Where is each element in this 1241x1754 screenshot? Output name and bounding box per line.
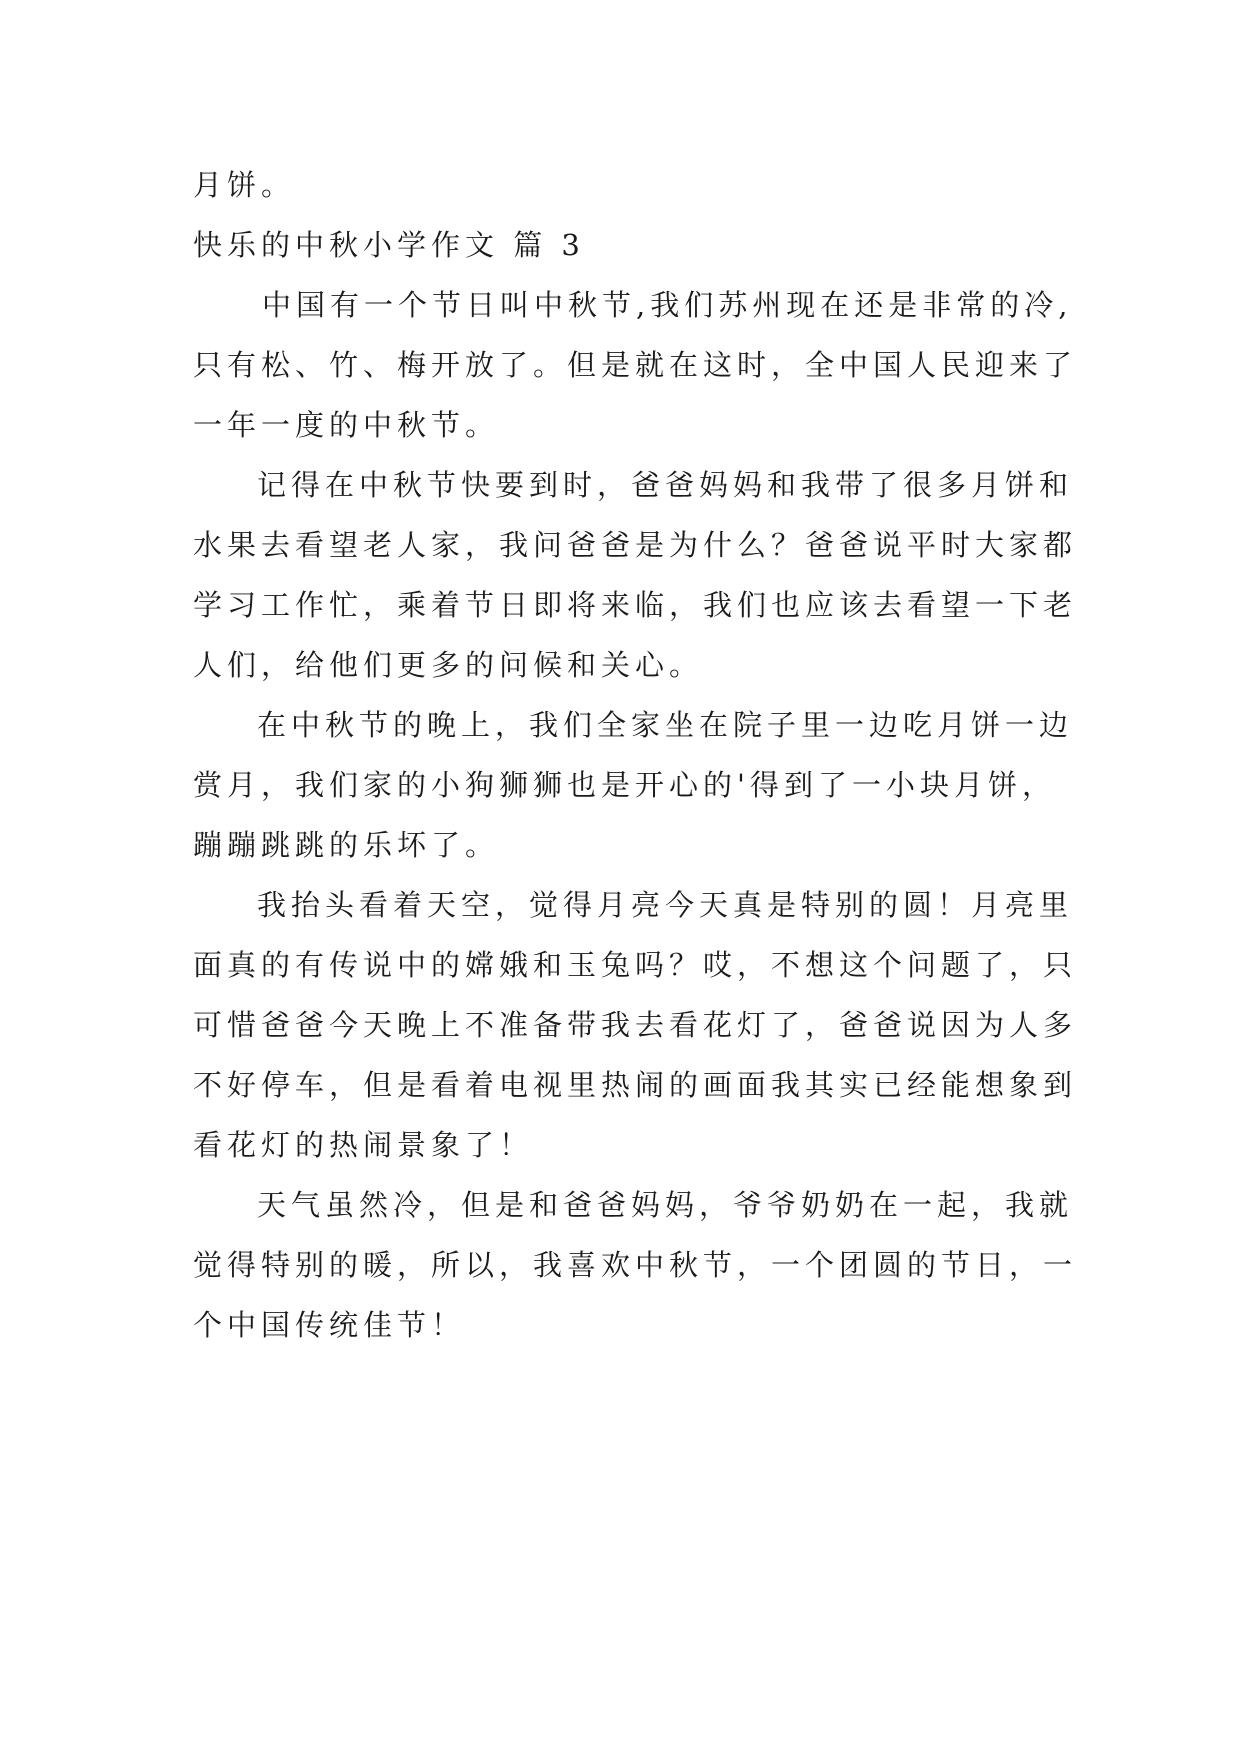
paragraph-4-line-3: 可惜爸爸今天晚上不准备带我去看花灯了，爸爸说因为人多: [193, 1008, 1078, 1042]
paragraph-2-line-3: 学习工作忙，乘着节日即将来临，我们也应该去看望一下老: [193, 588, 1078, 622]
paragraph-1-line-2: 只有松、竹、梅开放了。但是就在这时，全中国人民迎来了: [193, 348, 1078, 382]
paragraph-2-line-1: 记得在中秋节快要到时，爸爸妈妈和我带了很多月饼和: [257, 468, 1074, 502]
paragraph-5-line-2: 觉得特别的暖，所以，我喜欢中秋节，一个团圆的节日，一: [193, 1248, 1078, 1282]
paragraph-3-line-3: 蹦蹦跳跳的乐坏了。: [193, 828, 500, 862]
text-line-continuation: 月饼。: [193, 168, 296, 202]
paragraph-1-line-3: 一年一度的中秋节。: [193, 408, 500, 442]
paragraph-4-line-2: 面真的有传说中的嫦娥和玉兔吗？哎，不想这个问题了，只: [193, 948, 1078, 982]
paragraph-1-line-1: 中国有一个节日叫中秋节,我们苏州现在还是非常的冷,: [262, 288, 1073, 322]
paragraph-2-line-4: 人们，给他们更多的问候和关心。: [193, 648, 704, 682]
paragraph-5-line-1: 天气虽然冷，但是和爸爸妈妈，爷爷奶奶在一起，我就: [257, 1188, 1074, 1222]
paragraph-3-line-2: 赏月，我们家的小狗狮狮也是开心的'得到了一小块月饼，: [193, 768, 1056, 802]
paragraph-4-line-4: 不好停车，但是看着电视里热闹的画面我其实已经能想象到: [193, 1068, 1078, 1102]
paragraph-4-line-1: 我抬头看着天空，觉得月亮今天真是特别的圆！月亮里: [257, 888, 1074, 922]
paragraph-2-line-2: 水果去看望老人家，我问爸爸是为什么？爸爸说平时大家都: [193, 528, 1078, 562]
paragraph-3-line-1: 在中秋节的晚上，我们全家坐在院子里一边吃月饼一边: [257, 708, 1074, 742]
paragraph-5-line-3: 个中国传统佳节！: [193, 1308, 466, 1342]
paragraph-4-line-5: 看花灯的热闹景象了！: [193, 1128, 534, 1162]
section-heading: 快乐的中秋小学作文 篇 3: [193, 228, 585, 262]
